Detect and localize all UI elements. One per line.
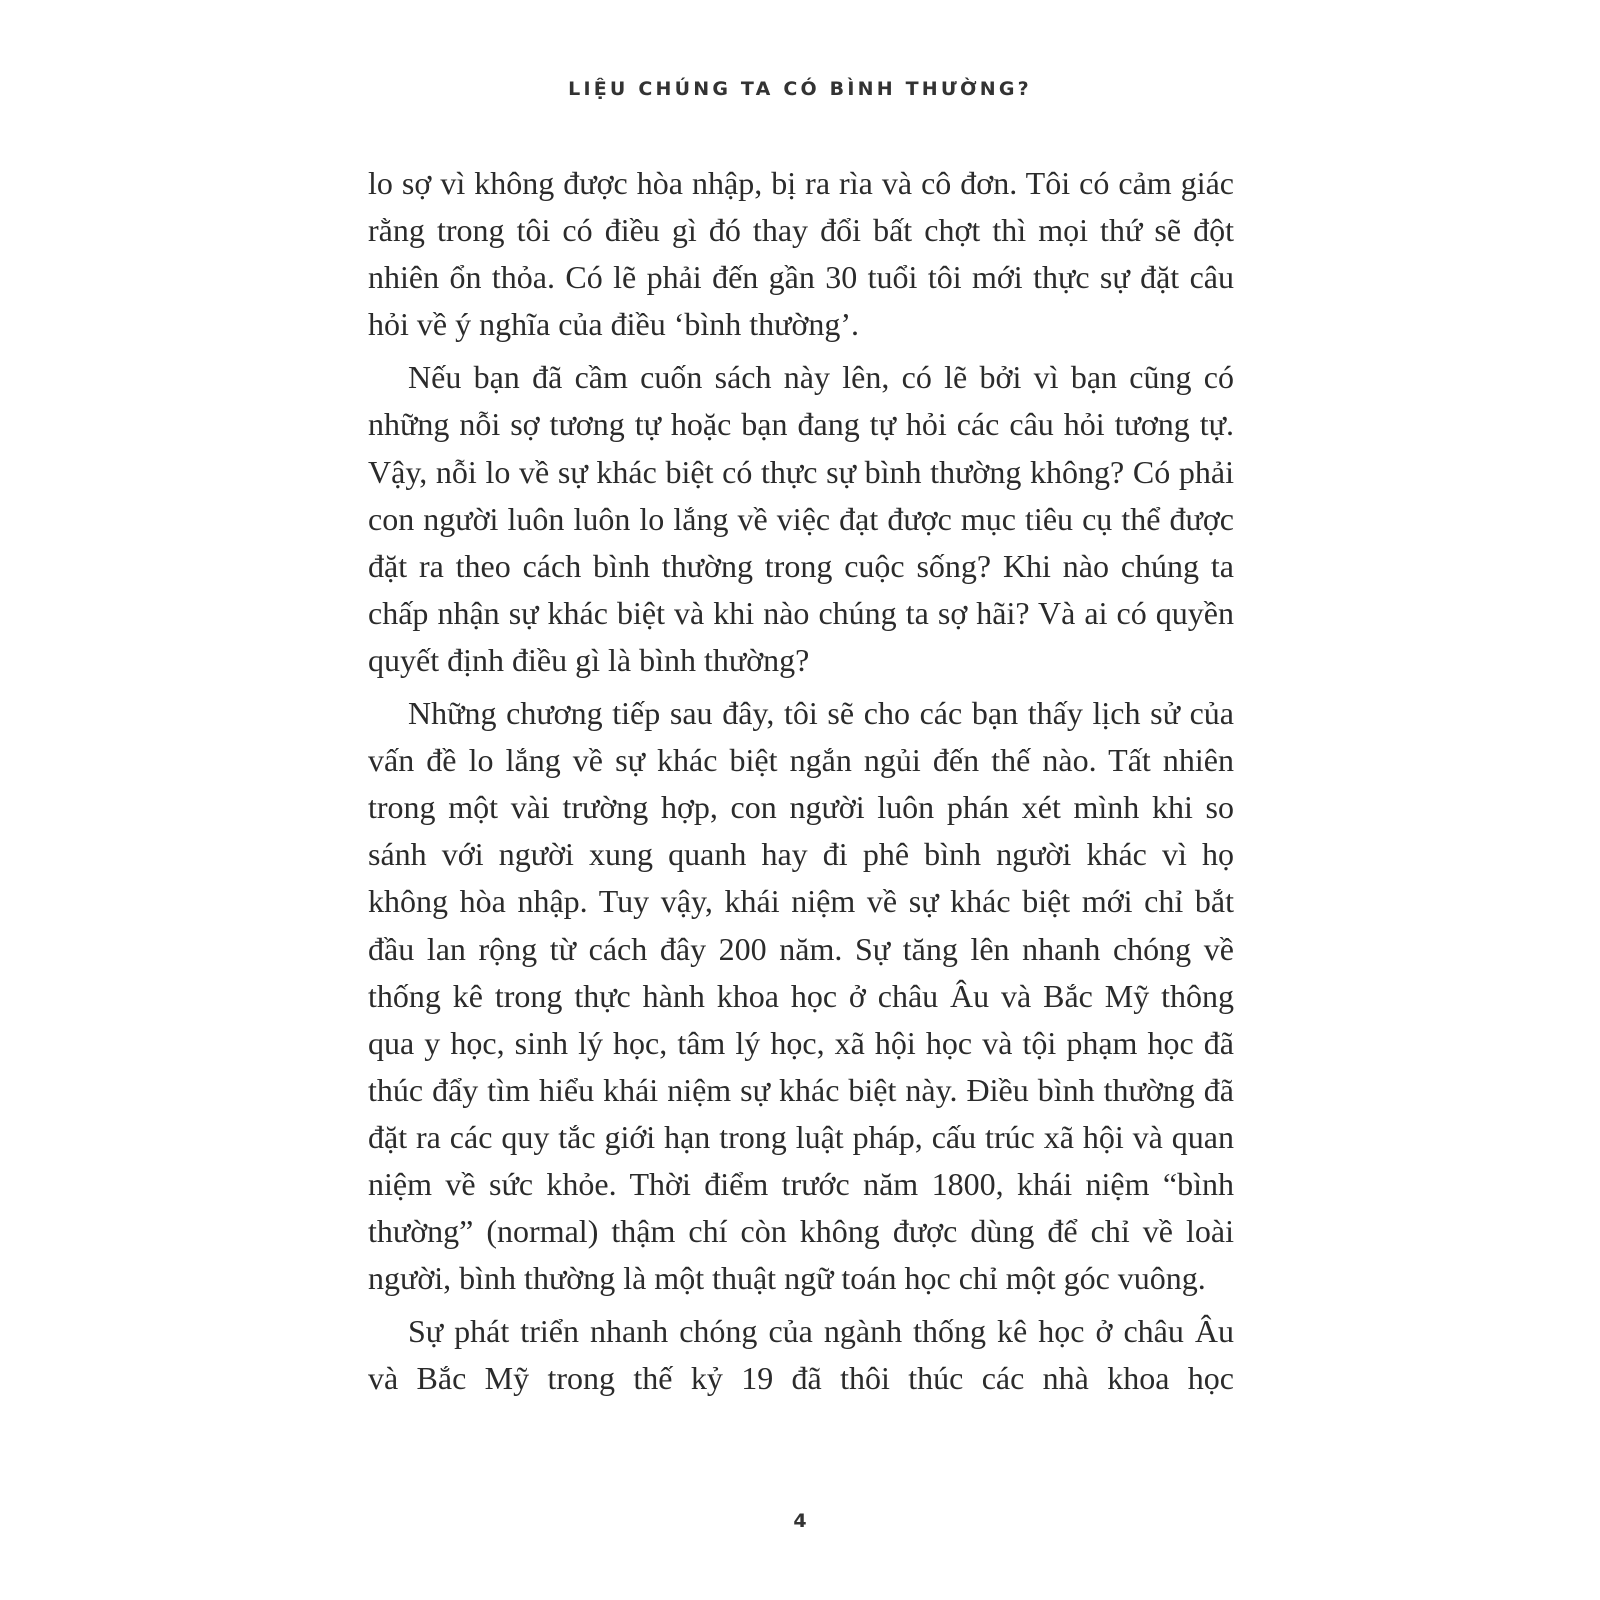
paragraph-3: Những chương tiếp sau đây, tôi sẽ cho các bạn thấy lịch sử của vấn đề lo lắng về sự khác biệt ngắn ngủi đến thế nào. Tất nhiên trong một vài trường hợp, con người luôn phán xét mình khi so sánh với người xung quanh hay đi phê bình người khác vì họ không hòa nhập. Tuy vậy, khái niệm về sự khác biệt mới chỉ bắt đầu lan rộng từ cách đây 200 năm. Sự tăng lên nhanh chóng về thống kê trong thực hành khoa học ở châu Âu và Bắc Mỹ thông qua y học, sinh lý học, tâm lý học, xã hội học và tội phạm học đã thúc đẩy tìm hiểu khái niệm sự khác biệt này. Điều bình thường đã đặt ra các quy tắc giới hạn trong luật pháp, cấu trúc xã hội và quan niệm về sức khỏe. Thời điểm trước năm 1800, khái niệm “bình thường” (normal) thậm chí còn không được dùng để chỉ về loài người, bình thường là một thuật ngữ toán học chỉ một góc vuông. bbox=[368, 695, 1234, 1297]
running-head-title: LIỆU CHÚNG TA CÓ BÌNH THƯỜNG? bbox=[568, 78, 1032, 100]
paragraph-1: lo sợ vì không được hòa nhập, bị ra rìa và cô đơn. Tôi có cảm giác rằng trong tôi có điều gì đó thay đổi bất chợt thì mọi thứ sẽ đột nhiên ổn thỏa. Có lẽ phải đến gần 30 tuổi tôi mới thực sự đặt câu hỏi về ý nghĩa của điều ‘bình thường’. bbox=[368, 165, 1234, 343]
paragraph-4: Sự phát triển nhanh chóng của ngành thống kê học ở châu Âu và Bắc Mỹ trong thế kỷ 19 đã thôi thúc các nhà khoa học bbox=[368, 1313, 1234, 1397]
body-text bbox=[368, 160, 1234, 1408]
page-number: 4 bbox=[793, 1510, 807, 1532]
paragraph-2: Nếu bạn đã cầm cuốn sách này lên, có lẽ bởi vì bạn cũng có những nỗi sợ tương tự hoặc bạn đang tự hỏi các câu hỏi tương tự. Vậy, nỗi lo về sự khác biệt có thực sự bình thường không? Có phải con người luôn luôn lo lắng về việc đạt được mục tiêu cụ thể được đặt ra theo cách bình thường trong cuộc sống? Khi nào chúng ta chấp nhận sự khác biệt và khi nào chúng ta sợ hãi? Và ai có quyền quyết định điều gì là bình thường? bbox=[368, 359, 1234, 678]
